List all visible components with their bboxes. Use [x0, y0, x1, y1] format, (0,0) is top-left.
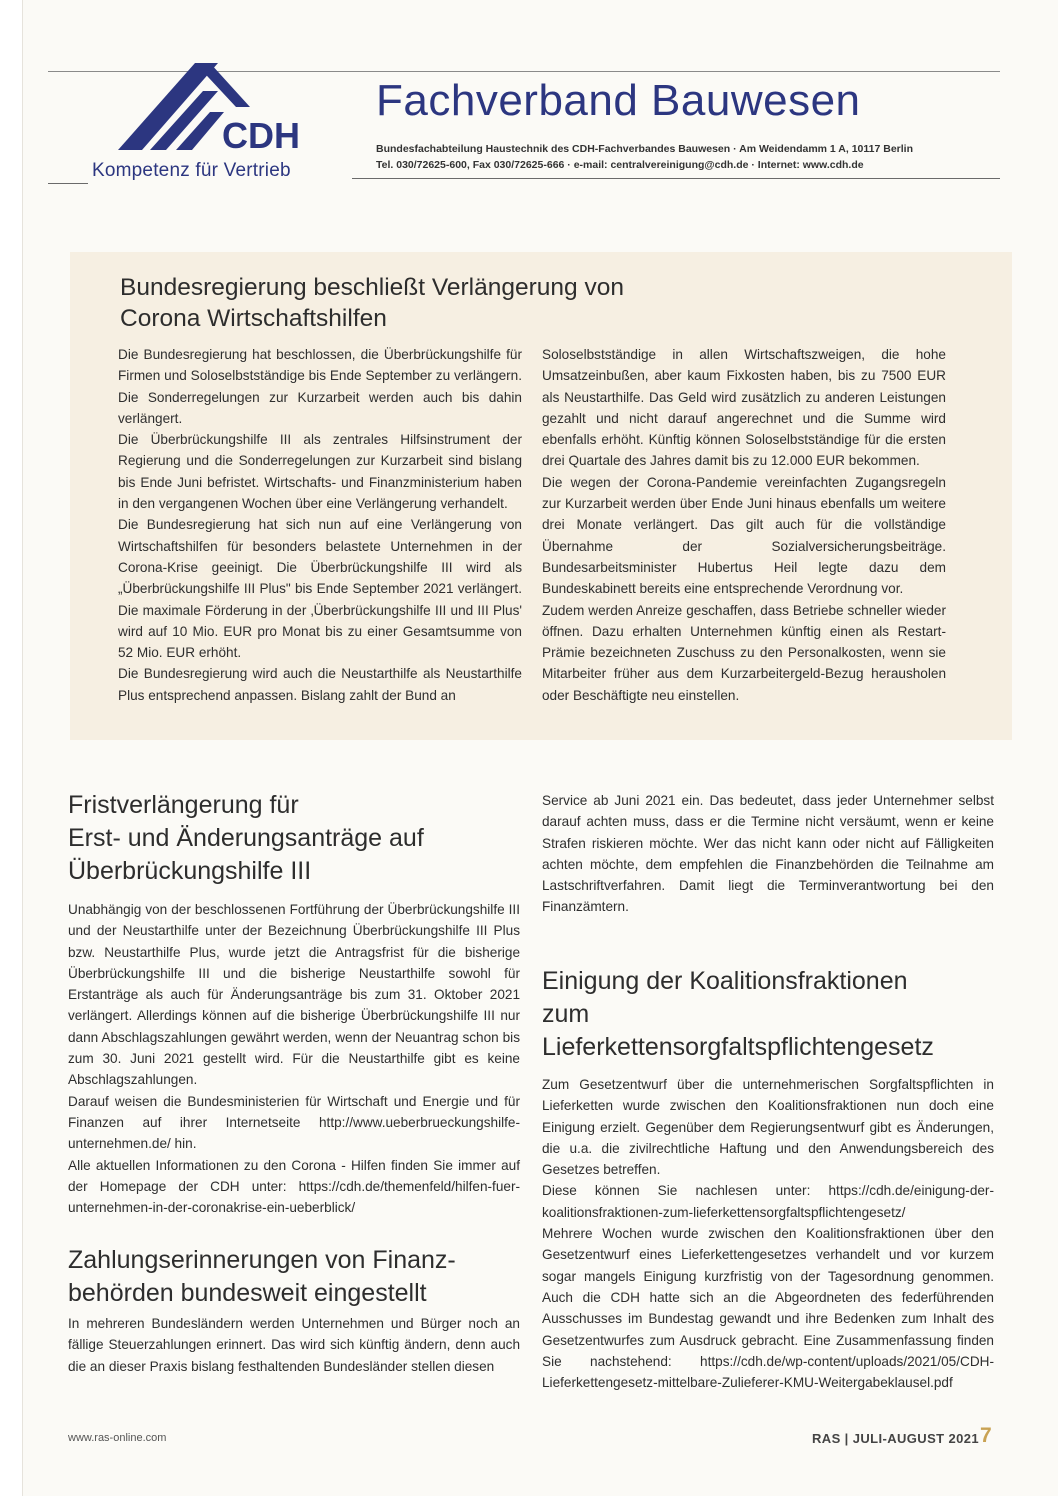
tagline: Kompetenz für Vertrieb	[92, 160, 291, 181]
article3-paragraph: Service ab Juni 2021 ein. Das bedeutet, dass jeder Unternehmer selbst darauf achten muss, dass er die Termine nicht versäumt, wenn er keine Strafen riskieren möchte. Wer das nicht kann oder nicht auf Fälligkeiten achten möchte, dem empfehlen die Finanzbehörden die Teilnahme am Lastschriftverfahren. Damit liegt die Terminverantwortung bei den Finanzämtern.	[542, 793, 994, 915]
logo-text: CDH	[222, 115, 300, 156]
header-rule-left	[48, 183, 88, 184]
article1-paragraph: Die wegen der Corona-Pandemie vereinfachten Zugangsregeln zur Kurzarbeit werden über Ende Juni hinaus ebenfalls um weitere drei Monate verlängert. Das gilt auch für die vollständige Übernahme der Sozialversicherungsbeiträge. Bundesarbeitsminister Hubertus Heil legte dazu dem Bundeskabinett bereits eine entsprechende Verordnung vor.	[542, 474, 946, 597]
article1-paragraph: Zudem werden Anreize geschaffen, dass Betriebe schneller wieder öffnen. Dazu erhalten Unternehmen künftig einen als Restart-Prämie bezeichneten Zuschuss zu den Personalkosten, wenn sie Mitarbeiter früher aus dem Kurzarbeitergeld-Bezug herausholen oder Beschäftigte neu einstellen.	[542, 602, 946, 703]
article3-title-line2: behörden bundesweit eingestellt	[68, 1279, 427, 1307]
article1-left-column	[118, 344, 522, 706]
article2-title-line3: Überbrückungshilfe III	[68, 857, 312, 885]
article1-title-line1: Bundesregierung beschließt Verlängerung von	[120, 274, 624, 301]
article4-paragraph: Zum Gesetzentwurf über die unternehmerischen Sorgfaltspflichten in Lieferketten wurde zwischen den Koalitionsfraktionen nun doch eine Einigung erzielt. Gegenüber dem Regierungsentwurf gibt es Änderungen, die u.a. die zivilrechtliche Haftung und den Anwendungsbereich des Gesetzes betreffen.	[542, 1077, 994, 1178]
article2-body	[68, 899, 520, 1218]
article1-paragraph: Soloselbstständige in allen Wirtschaftszweigen, die hohe Umsatzeinbußen, aber kaum Fixkosten haben, bis zu 7500 EUR als Neustarthilfe. Das Geld wird zusätzlich zu anderen Leistungen gezahlt und nicht darauf angerechnet und die Summe wird ebenfalls erhöht. Künftig können Soloselbstständige für die ersten drei Quartale des Jahres damit bis zu 12.000 EUR bekommen.	[542, 347, 946, 469]
article2-title	[68, 789, 498, 888]
cdh-logo	[100, 55, 300, 165]
article4-paragraph: Diese können Sie nachlesen unter: https://cdh.de/einigung-der-koalitionsfraktionen-zum-lieferkettensorgfaltspflichtengesetz/	[542, 1183, 994, 1220]
article1-paragraph: Die Bundesregierung hat sich nun auf eine Verlängerung von Wirtschaftshilfen für besonders belastete Unternehmen in der Corona-Krise geeinigt. Die Überbrückungshilfe III wird als „Überbrückungshilfe III Plus" bis Ende September 2021 verlängert. Die maximale Förderung in der ‚Überbrückungshilfe III und III Plus' wird auf 10 Mio. EUR pro Monat bis zu einer Gesamtsumme von 52 Mio. EUR erhöht.	[118, 517, 522, 661]
brand-title: Fachverband Bauwesen	[376, 76, 861, 125]
article4-body	[542, 1074, 994, 1393]
article1-paragraph: Die Bundesregierung hat beschlossen, die Überbrückungshilfe für Firmen und Soloselbstständige bis Ende September zu verlängern. Die Sonderregelungen zur Kurzarbeit werden auch bis dahin verlängert.	[118, 347, 522, 426]
article2-paragraph: Darauf weisen die Bundesministerien für Wirtschaft und Energie und für Finanzen auf ihrer Internetseite http://www.ueberbrueckungshilfe-unternehmen.de/ hin.	[68, 1093, 520, 1152]
brand-address: Bundesfachabteilung Haustechnik des CDH-Fachverbandes Bauwesen · Am Weidendamm 1 A, 10117 Berlin	[376, 143, 914, 155]
article2-title-line1: Fristverlängerung für	[68, 791, 299, 819]
footer-website: www.ras-online.com	[68, 1432, 167, 1444]
article3-title-line1: Zahlungserinnerungen von Finanz-	[68, 1246, 456, 1274]
article1-paragraph: Die Überbrückungshilfe III als zentrales Hilfsinstrument der Regierung und die Sonderregelungen zur Kurzarbeit sind bislang bis Ende Juni befristet. Wirtschafts- und Finanzministerium haben in den vergangenen Wochen über eine Verlängerung verhandelt.	[118, 432, 522, 512]
article4-title	[542, 965, 992, 1064]
article1-title	[120, 272, 720, 334]
article1-right-column	[542, 344, 946, 706]
article4-paragraph: Mehrere Wochen wurde zwischen den Koalitionsfraktionen über den Gesetzentwurf eines Lieferkettengesetzes verhandelt und vor kurzem sogar mangels Einigung kurzfristig von der Tagesordnung genommen. Auch die CDH hatte sich an die Abgeordneten des federführenden Ausschusses im Bundestag gewandt und ihre Bedenken zum Inhalt des Gesetzentwurfes zum Ausdruck gebracht. Eine Zusammenfassung finden Sie nachstehend: https://cdh.de/wp-content/uploads/2021/05/CDH-Lieferkettengesetz-mittelbare-Zulieferer-KMU-Weitergabeklausel.pdf	[542, 1226, 994, 1391]
article1-title-line2: Corona Wirtschaftshilfen	[120, 305, 387, 332]
footer-issue: RAS | JULI-AUGUST 2021	[812, 1431, 980, 1446]
article3-body-left	[68, 1313, 520, 1377]
article3-title	[68, 1244, 508, 1310]
article4-title-line3: Lieferkettensorgfaltspflichtengesetz	[542, 1033, 934, 1061]
article2-paragraph: Unabhängig von der beschlossenen Fortführung der Überbrückungshilfe III und der Neustarthilfe unter der Bezeichnung Überbrückungshilfe III Plus bzw. Neustarthilfe Plus, wurde jetzt die Antragsfrist für die bisherige Überbrückungshilfe III und die bisherige Neustarthilfe sowohl für Erstanträge als auch für Änderungsanträge bis zum 31. Oktober 2021 verlängert. Allerdings können auf die bisherige Überbrückungshilfe III nur dann Abschlagszahlungen gewährt werden, wenn der Neuantrag schon bis zum 30. Juni 2021 gestellt wird. Für die Neustarthilfe gibt es keine Abschlagszahlungen.	[68, 902, 520, 1088]
article2-paragraph: Alle aktuellen Informationen zu den Corona - Hilfen finden Sie immer auf der Homepage der CDH unter: https://cdh.de/themenfeld/hilfen-fuer-unternehmen-in-der-coronakrise-ein-ueberblick/	[68, 1157, 520, 1216]
article3-paragraph: In mehreren Bundesländern werden Unternehmen und Bürger noch an fällige Steuerzahlungen erinnert. Das wird sich künftig ändern, denn auch die an dieser Praxis bislang festhaltenden Bundesländer stellen diesen	[68, 1316, 520, 1374]
article3-body-right	[542, 790, 994, 918]
page-number: 7	[980, 1424, 992, 1447]
article1-paragraph: Die Bundesregierung wird auch die Neustarthilfe als Neustarthilfe Plus entsprechend anpassen. Bislang zahlt der Bund an	[118, 666, 522, 703]
brand-contact: Tel. 030/72625-600, Fax 030/72625-666 · e-mail: centralvereinigung@cdh.de · Internet: www.cdh.de	[376, 159, 864, 171]
article4-title-line1: Einigung der Koalitionsfraktionen	[542, 967, 908, 995]
article2-title-line2: Erst- und Änderungsanträge auf	[68, 824, 424, 852]
article4-title-line2: zum	[542, 1000, 590, 1028]
header-rule-bottom	[352, 178, 1000, 179]
